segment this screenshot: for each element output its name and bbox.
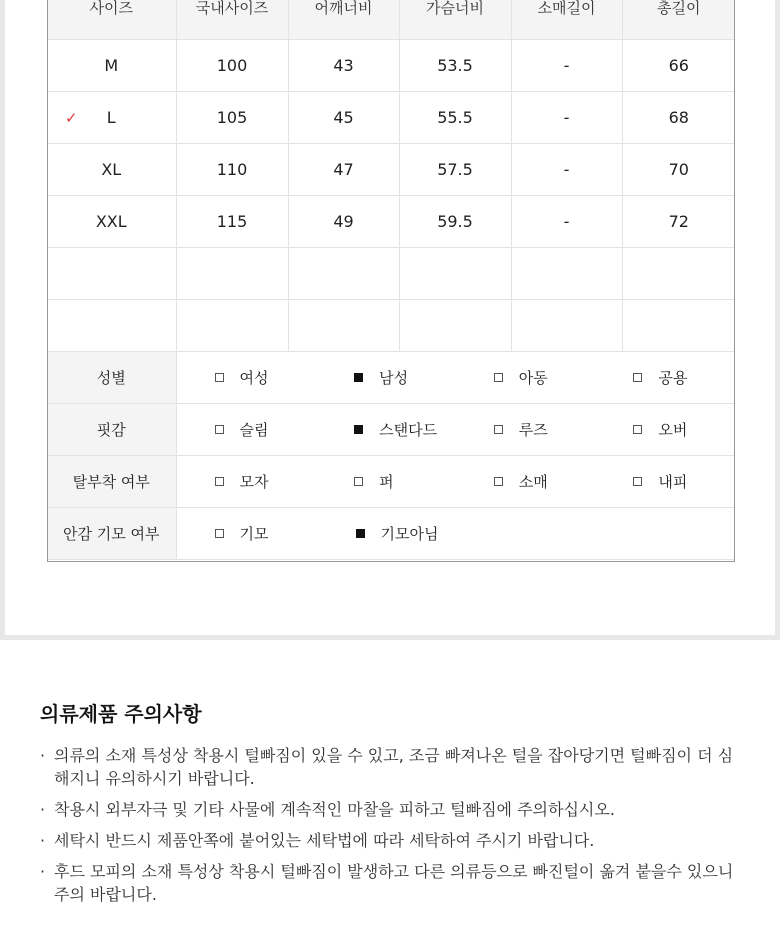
checkbox-icon xyxy=(494,373,503,382)
empty-cell xyxy=(288,300,399,352)
size-row-empty xyxy=(47,300,735,352)
domestic-size-cell: 110 xyxy=(176,144,288,196)
option-label: 기모아님 xyxy=(380,525,439,543)
shoulder-cell: 49 xyxy=(288,196,399,248)
checkbox-icon xyxy=(633,477,642,486)
sleeve-cell: - xyxy=(511,196,622,248)
empty-cell xyxy=(622,300,735,352)
option-female xyxy=(177,367,317,388)
notice-text: 의류의 소재 특성상 착용시 털빠짐이 있을 수 있고, 조금 빠져나온 털을 잡아당기면 털빠짐이 더 심해지니 유의하시기 바랍니다. xyxy=(54,746,734,788)
checkbox-icon xyxy=(215,425,224,434)
notice-item xyxy=(40,860,740,906)
empty-cell xyxy=(47,300,176,352)
notice-item xyxy=(40,829,740,852)
checkbox-icon xyxy=(215,477,224,486)
notice-text: 착용시 외부자극 및 기타 사물에 계속적인 마찰을 피하고 털빠짐에 주의하십시오. xyxy=(54,800,615,819)
size-row-m xyxy=(47,40,735,92)
option-sleeve xyxy=(456,471,596,492)
empty-cell xyxy=(399,300,511,352)
header-shoulder-width: 어깨너비 xyxy=(288,0,399,40)
header-domestic-size: 국내사이즈 xyxy=(176,0,288,40)
bullet: · xyxy=(40,831,46,850)
size-row-xl xyxy=(47,144,735,196)
bullet: · xyxy=(40,800,46,819)
domestic-size-cell: 105 xyxy=(176,92,288,144)
option-label: 오버 xyxy=(658,421,688,439)
empty-cell xyxy=(288,248,399,300)
attribute-options xyxy=(176,508,735,560)
chest-cell: 57.5 xyxy=(399,144,511,196)
sleeve-cell: - xyxy=(511,144,622,196)
empty-cell xyxy=(399,248,511,300)
checkbox-icon xyxy=(633,425,642,434)
length-cell: 66 xyxy=(622,40,735,92)
size-cell: XXL xyxy=(47,196,176,248)
option-label: 기모 xyxy=(239,525,269,543)
option-kids xyxy=(456,367,596,388)
option-label: 스탠다드 xyxy=(379,421,438,439)
check-icon: ✓ xyxy=(65,108,78,127)
option-label: 소매 xyxy=(518,473,548,491)
option-not-brushed xyxy=(318,523,459,544)
option-label: 내피 xyxy=(658,473,688,491)
length-cell: 68 xyxy=(622,92,735,144)
option-label: 여성 xyxy=(239,369,269,387)
option-loose xyxy=(456,419,596,440)
notice-list xyxy=(40,744,740,914)
sleeve-cell: - xyxy=(511,40,622,92)
length-cell: 72 xyxy=(622,196,735,248)
chest-cell: 59.5 xyxy=(399,196,511,248)
attribute-row-gender xyxy=(47,352,735,404)
size-cell: M xyxy=(47,40,176,92)
length-cell: 70 xyxy=(622,144,735,196)
option-lining xyxy=(595,471,735,492)
option-over xyxy=(595,419,735,440)
attribute-row-brushed-lining xyxy=(47,508,735,560)
size-row-l xyxy=(47,92,735,144)
bullet: · xyxy=(40,746,46,765)
attribute-label: 탈부착 여부 xyxy=(47,456,176,508)
empty-cell xyxy=(47,248,176,300)
domestic-size-cell: 115 xyxy=(176,196,288,248)
size-label: L xyxy=(106,108,116,127)
attribute-row-detachable xyxy=(47,456,735,508)
checkbox-icon xyxy=(494,477,503,486)
option-label: 퍼 xyxy=(379,473,394,491)
option-fur xyxy=(316,471,456,492)
option-label: 루즈 xyxy=(518,421,548,439)
size-row-empty xyxy=(47,248,735,300)
notice-item xyxy=(40,798,740,821)
empty-cell xyxy=(511,300,622,352)
empty-cell xyxy=(176,300,288,352)
bullet: · xyxy=(40,862,46,881)
option-slim xyxy=(177,419,317,440)
size-cell-selected xyxy=(47,92,176,144)
chest-cell: 53.5 xyxy=(399,40,511,92)
size-cell: XL xyxy=(47,144,176,196)
shoulder-cell: 45 xyxy=(288,92,399,144)
shoulder-cell: 47 xyxy=(288,144,399,196)
option-unisex xyxy=(595,367,735,388)
attribute-label: 안감 기모 여부 xyxy=(47,508,176,560)
empty-cell xyxy=(511,248,622,300)
notice-item xyxy=(40,744,740,790)
checkbox-checked-icon xyxy=(354,373,363,382)
notice-text: 후드 모피의 소재 특성상 착용시 털빠짐이 발생하고 다른 의류등으로 빠진털이 옮겨 붙을수 있으니 주의 바랍니다. xyxy=(54,862,734,904)
size-row-xxl xyxy=(47,196,735,248)
attribute-options xyxy=(176,404,735,456)
attribute-row-fit xyxy=(47,404,735,456)
checkbox-icon xyxy=(215,529,224,538)
option-label: 모자 xyxy=(239,473,269,491)
notice-title: 의류제품 주의사항 xyxy=(40,702,202,726)
shoulder-cell: 43 xyxy=(288,40,399,92)
checkbox-checked-icon xyxy=(356,529,365,538)
header-size: 사이즈 xyxy=(47,0,176,40)
option-label: 슬림 xyxy=(239,421,269,439)
sleeve-cell: - xyxy=(511,92,622,144)
size-table xyxy=(47,0,735,560)
checkbox-icon xyxy=(354,477,363,486)
option-standard xyxy=(316,419,456,440)
header-sleeve-length: 소매길이 xyxy=(511,0,622,40)
checkbox-icon xyxy=(494,425,503,434)
option-label: 아동 xyxy=(518,369,548,387)
checkbox-icon xyxy=(215,373,224,382)
chest-cell: 55.5 xyxy=(399,92,511,144)
size-table-header xyxy=(47,0,735,40)
domestic-size-cell: 100 xyxy=(176,40,288,92)
attribute-label: 핏감 xyxy=(47,404,176,456)
empty-cell xyxy=(176,248,288,300)
option-label: 남성 xyxy=(379,369,409,387)
option-brushed xyxy=(177,523,318,544)
option-label: 공용 xyxy=(658,369,688,387)
option-male xyxy=(316,367,456,388)
checkbox-icon xyxy=(633,373,642,382)
header-chest-width: 가슴너비 xyxy=(399,0,511,40)
empty-cell xyxy=(622,248,735,300)
attribute-label: 성별 xyxy=(47,352,176,404)
header-total-length: 총길이 xyxy=(622,0,735,40)
attribute-options xyxy=(176,456,735,508)
option-hood xyxy=(177,471,317,492)
checkbox-checked-icon xyxy=(354,425,363,434)
notice-text: 세탁시 반드시 제품안쪽에 붙어있는 세탁법에 따라 세탁하여 주시기 바랍니다. xyxy=(54,831,595,850)
attribute-options xyxy=(176,352,735,404)
